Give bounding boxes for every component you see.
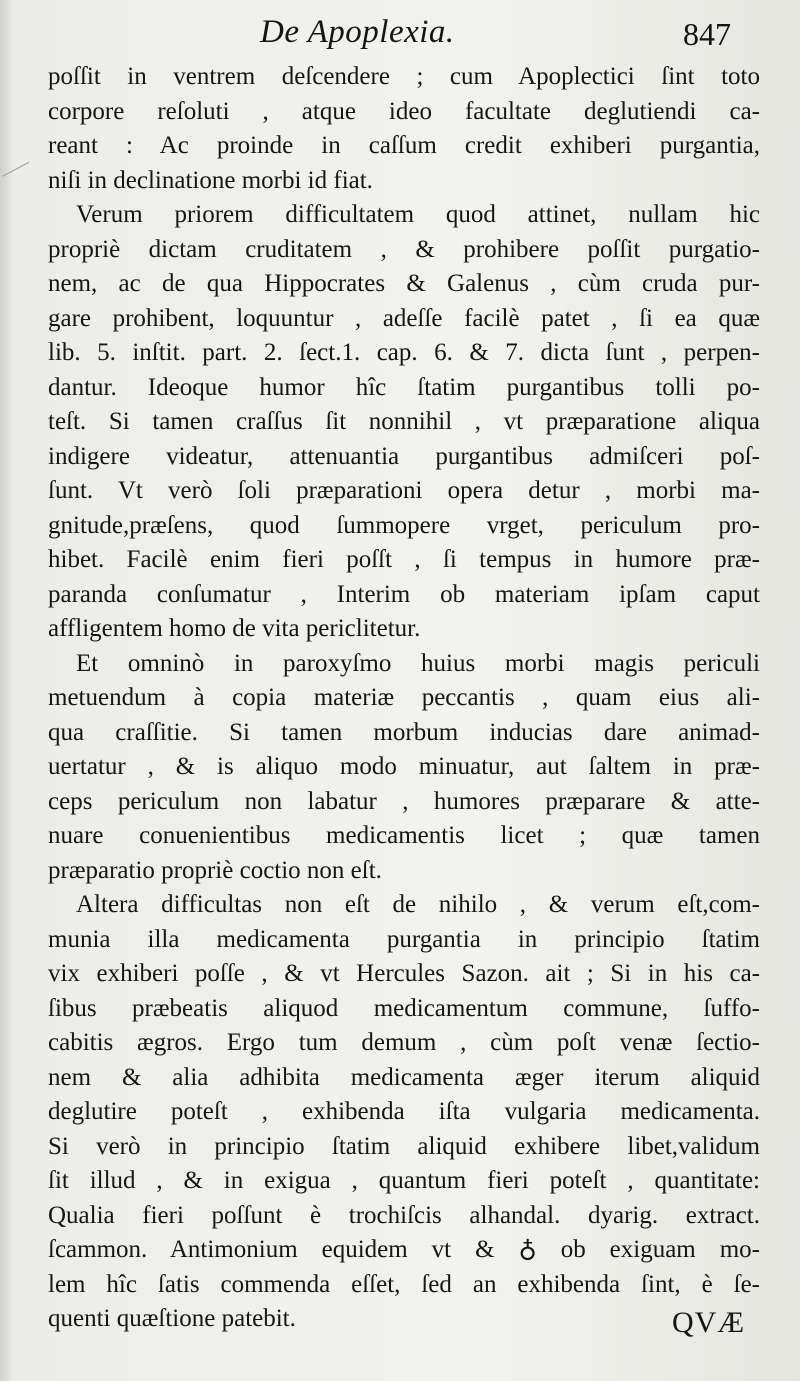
paragraph — [48, 60, 760, 198]
text-line: Altera difficultas non eſt de nihilo , & verum eſt,com- — [76, 891, 760, 918]
text-line: lib. 5. inſtit. part. 2. ſect.1. cap. 6. & 7. dicta ſunt , perpen- — [48, 339, 760, 366]
text-line: metuendum à copia materiæ peccantis , quam eius ali- — [48, 684, 760, 711]
text-line: reant : Ac proinde in caſſum credit exhiberi purgantia, — [48, 132, 760, 159]
paragraph — [48, 647, 760, 889]
text-line: poſſit in ventrem deſcendere ; cum Apoplectici ſint toto — [48, 63, 760, 90]
text-line: ſcammon. Antimonium equidem vt & ♁ ob exiguam mo- — [48, 1236, 760, 1263]
text-line: uertatur , & is aliquo modo minuatur, aut ſaltem in præ- — [48, 753, 760, 780]
page-header — [0, 14, 800, 58]
text-line: Si verò in principio ſtatim aliquid exhibere libet,validum — [48, 1132, 760, 1160]
text-line: lem hîc ſatis commenda eſſet, ſed an exhibenda ſint, è ſe- — [48, 1270, 760, 1298]
text-line: dantur. Ideoque humor hîc ſtatim purgantibus tolli po- — [48, 373, 760, 401]
text-line: qua craſſitie. Si tamen morbum inducias dare animad- — [48, 718, 760, 746]
text-line: munia illa medicamenta purgantia in principio ſtatim — [48, 925, 760, 953]
paragraph — [48, 888, 760, 1337]
text-line: Et omninò in paroxyſmo huius morbi magis periculi — [76, 649, 760, 677]
text-line: vix exhiberi poſſe , & vt Hercules Sazon. ait ; Si in his ca- — [48, 960, 760, 987]
catchword: QVÆ — [672, 1306, 746, 1339]
text-line: Verum priorem difficultatem quod attinet, nullam hic — [76, 201, 760, 228]
text-line: paranda conſumatur , Interim ob materiam ipſam caput — [48, 580, 760, 608]
text-line: Qualia fieri poſſunt è trochiſcis alhandal. dyarig. extract. — [48, 1201, 760, 1229]
text-line: niſi in declinatione morbi id fiat. — [48, 166, 373, 194]
paragraph — [48, 198, 760, 647]
text-line: quenti quæſtione patebit. — [48, 1305, 296, 1332]
text-line: ceps periculum non labatur , humores præparare & atte- — [48, 787, 760, 815]
body-text — [48, 60, 760, 1337]
text-line: nem & alia adhibita medicamenta æger iterum aliquid — [48, 1063, 760, 1091]
text-line: ſibus præbeatis aliquod medicamentum commune, ſuffo- — [48, 994, 760, 1022]
text-line: teſt. Si tamen craſſus ſit nonnihil , vt præparatione aliqua — [48, 408, 760, 435]
text-line: ſunt. Vt verò ſoli præparationi opera detur , morbi ma- — [48, 477, 760, 504]
margin-stroke-mark — [2, 162, 36, 189]
text-line: gare prohibent, loquuntur , adeſſe facilè patet , ſi ea quæ — [48, 304, 760, 332]
text-line: ſit illud , & in exigua , quantum fieri poteſt , quantitate: — [48, 1167, 760, 1194]
text-line: corpore reſoluti , atque ideo facultate deglutiendi ca- — [48, 97, 760, 125]
text-line: nuare conuenientibus medicamentis licet ; quæ tamen — [48, 822, 760, 849]
text-line: indigere videatur, attenuantia purgantibus admiſceri poſ- — [48, 442, 760, 470]
text-line: affligentem homo de vita periclitetur. — [48, 615, 421, 642]
text-line: nem, ac de qua Hippocrates & Galenus , cùm cruda pur- — [48, 270, 760, 297]
text-line: hibet. Facilè enim fieri poſſt , ſi tempus in humore præ- — [48, 546, 760, 573]
text-line: præparatio propriè coctio non eſt. — [48, 856, 382, 884]
text-line: propriè dictam cruditatem , & prohibere poſſit purgatio- — [48, 235, 760, 263]
page-number: 847 — [683, 16, 731, 52]
running-head: De Apoplexia. — [260, 14, 455, 50]
text-line: gnitude,præſens, quod ſummopere vrget, periculum pro- — [48, 511, 760, 539]
text-line: cabitis ægros. Ergo tum demum , cùm poſt venæ ſectio- — [48, 1029, 760, 1056]
text-line: deglutire poteſt , exhibenda iſta vulgaria medicamenta. — [48, 1098, 760, 1125]
